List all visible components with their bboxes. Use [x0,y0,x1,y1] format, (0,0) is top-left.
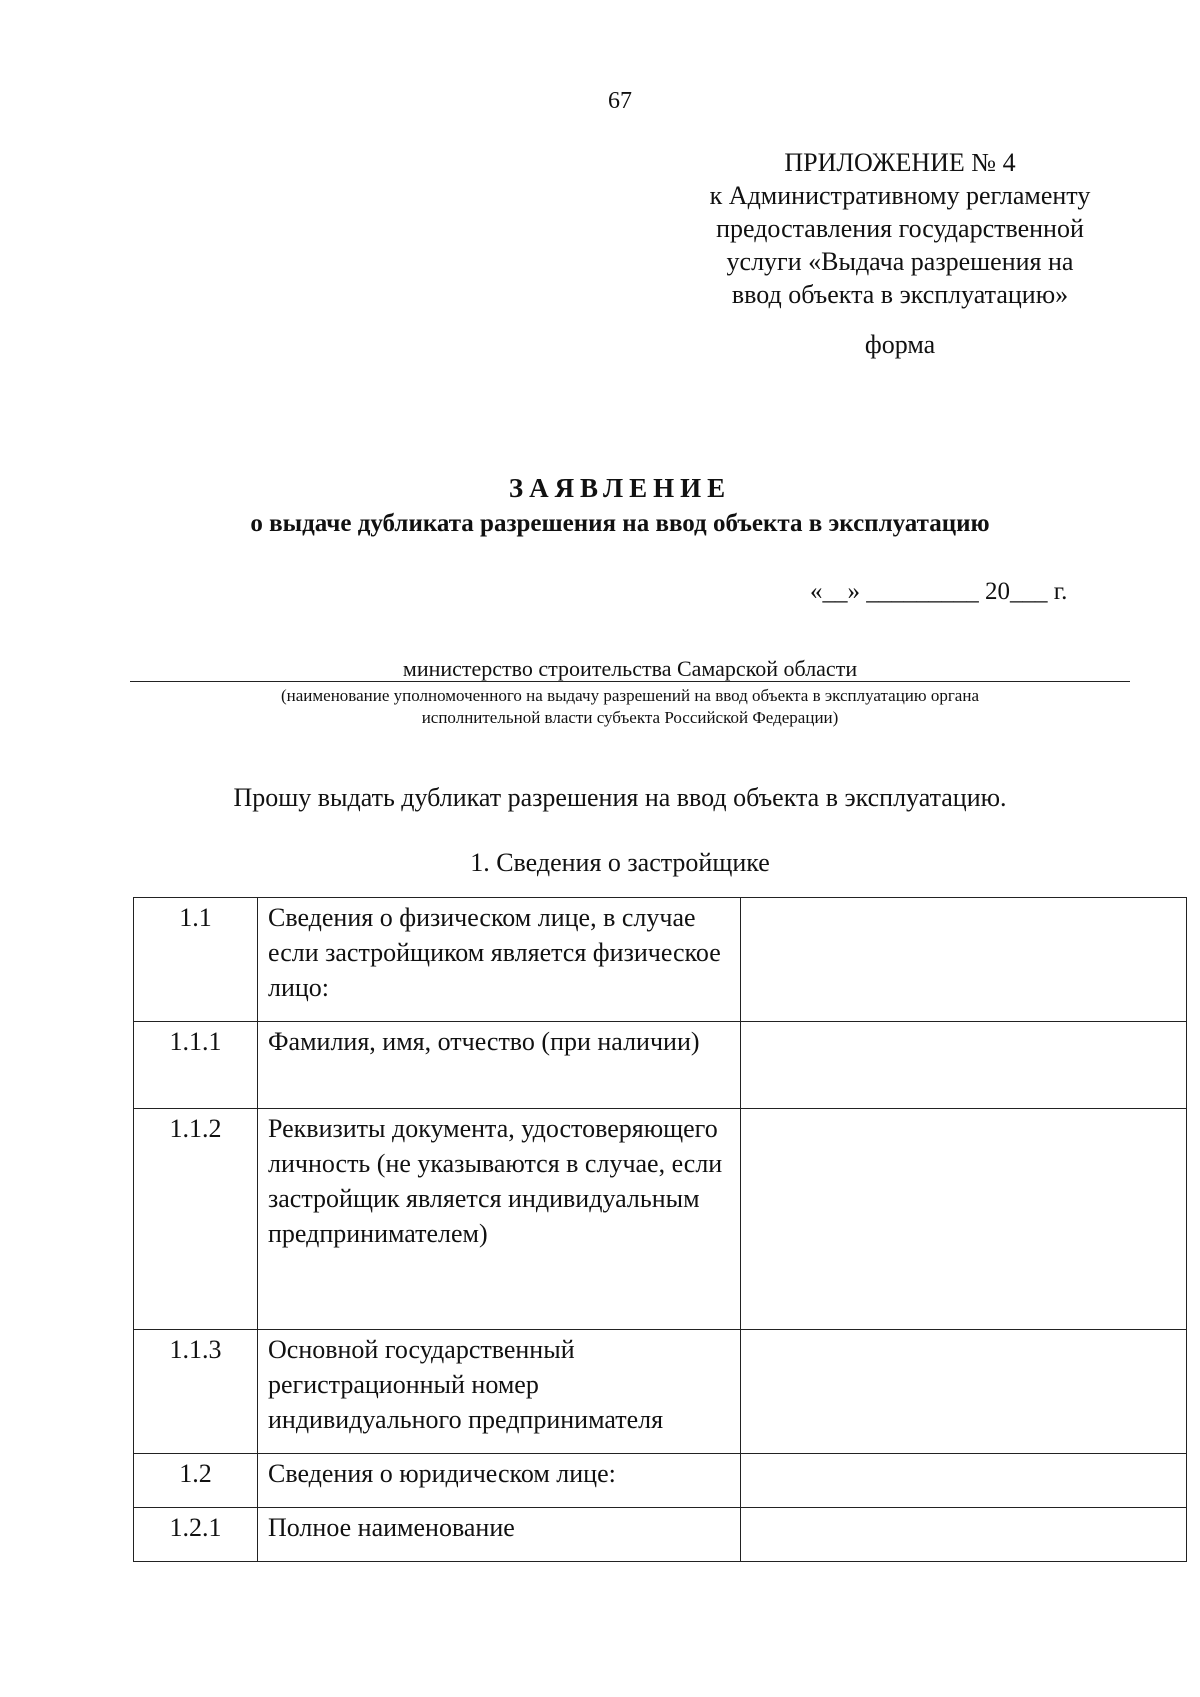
table-row [134,1508,1187,1562]
appendix-line: услуги «Выдача разрешения на [726,247,1074,276]
row-number: 1.2.1 [134,1508,258,1562]
row-number: 1.1.1 [134,1022,258,1109]
appendix-header [680,146,1120,311]
row-value-field[interactable] [741,1109,1187,1330]
row-value-field[interactable] [741,1022,1187,1109]
row-number: 1.1 [134,898,258,1022]
row-description: Фамилия, имя, отчество (при наличии) [258,1022,741,1109]
page-number: 67 [608,88,632,114]
appendix-line: ввод объекта в эксплуатацию» [731,280,1069,309]
row-description: Реквизиты документа, удостоверяющего личность (не указываются в случае, если застройщик является индивидуальным предпринимателем) [258,1109,741,1330]
authority-name-field[interactable]: министерство строительства Самарской области [402,656,858,681]
row-number: 1.2 [134,1454,258,1508]
appendix-line: ПРИЛОЖЕНИЕ № 4 [784,148,1016,177]
date-field[interactable]: «__» _________ 20___ г. [810,578,1068,605]
document-title: ЗАЯВЛЕНИЕ [508,473,732,503]
row-description: Основной государственный регистрационный номер индивидуального предпринимателя [258,1330,741,1454]
authority-caption [130,685,1130,729]
table-row [134,1109,1187,1330]
section-heading: 1. Сведения о застройщике [470,848,770,877]
row-value-field[interactable] [741,1454,1187,1508]
form-label: форма [864,330,936,359]
developer-info-table [133,897,1187,1562]
table-row [134,1330,1187,1454]
row-description: Полное наименование [258,1508,741,1562]
authority-underline [130,681,1130,682]
table-row [134,1454,1187,1508]
appendix-line: к Административному регламенту [709,181,1091,210]
row-number: 1.1.3 [134,1330,258,1454]
row-value-field[interactable] [741,898,1187,1022]
request-text: Прошу выдать дубликат разрешения на ввод объекта в эксплуатацию. [233,783,1007,812]
table-row [134,1022,1187,1109]
row-description: Сведения о юридическом лице: [258,1454,741,1508]
table-row [134,898,1187,1022]
document-subtitle: о выдаче дубликата разрешения на ввод объекта в эксплуатацию [250,510,990,537]
authority-caption-line: (наименование уполномоченного на выдачу разрешений на ввод объекта в эксплуатацию органа [281,686,979,705]
row-value-field[interactable] [741,1508,1187,1562]
row-description: Сведения о физическом лице, в случае если застройщиком является физическое лицо: [258,898,741,1022]
row-number: 1.1.2 [134,1109,258,1330]
appendix-line: предоставления государственной [716,214,1084,243]
row-value-field[interactable] [741,1330,1187,1454]
authority-caption-line: исполнительной власти субъекта Российской Федерации) [421,708,839,727]
